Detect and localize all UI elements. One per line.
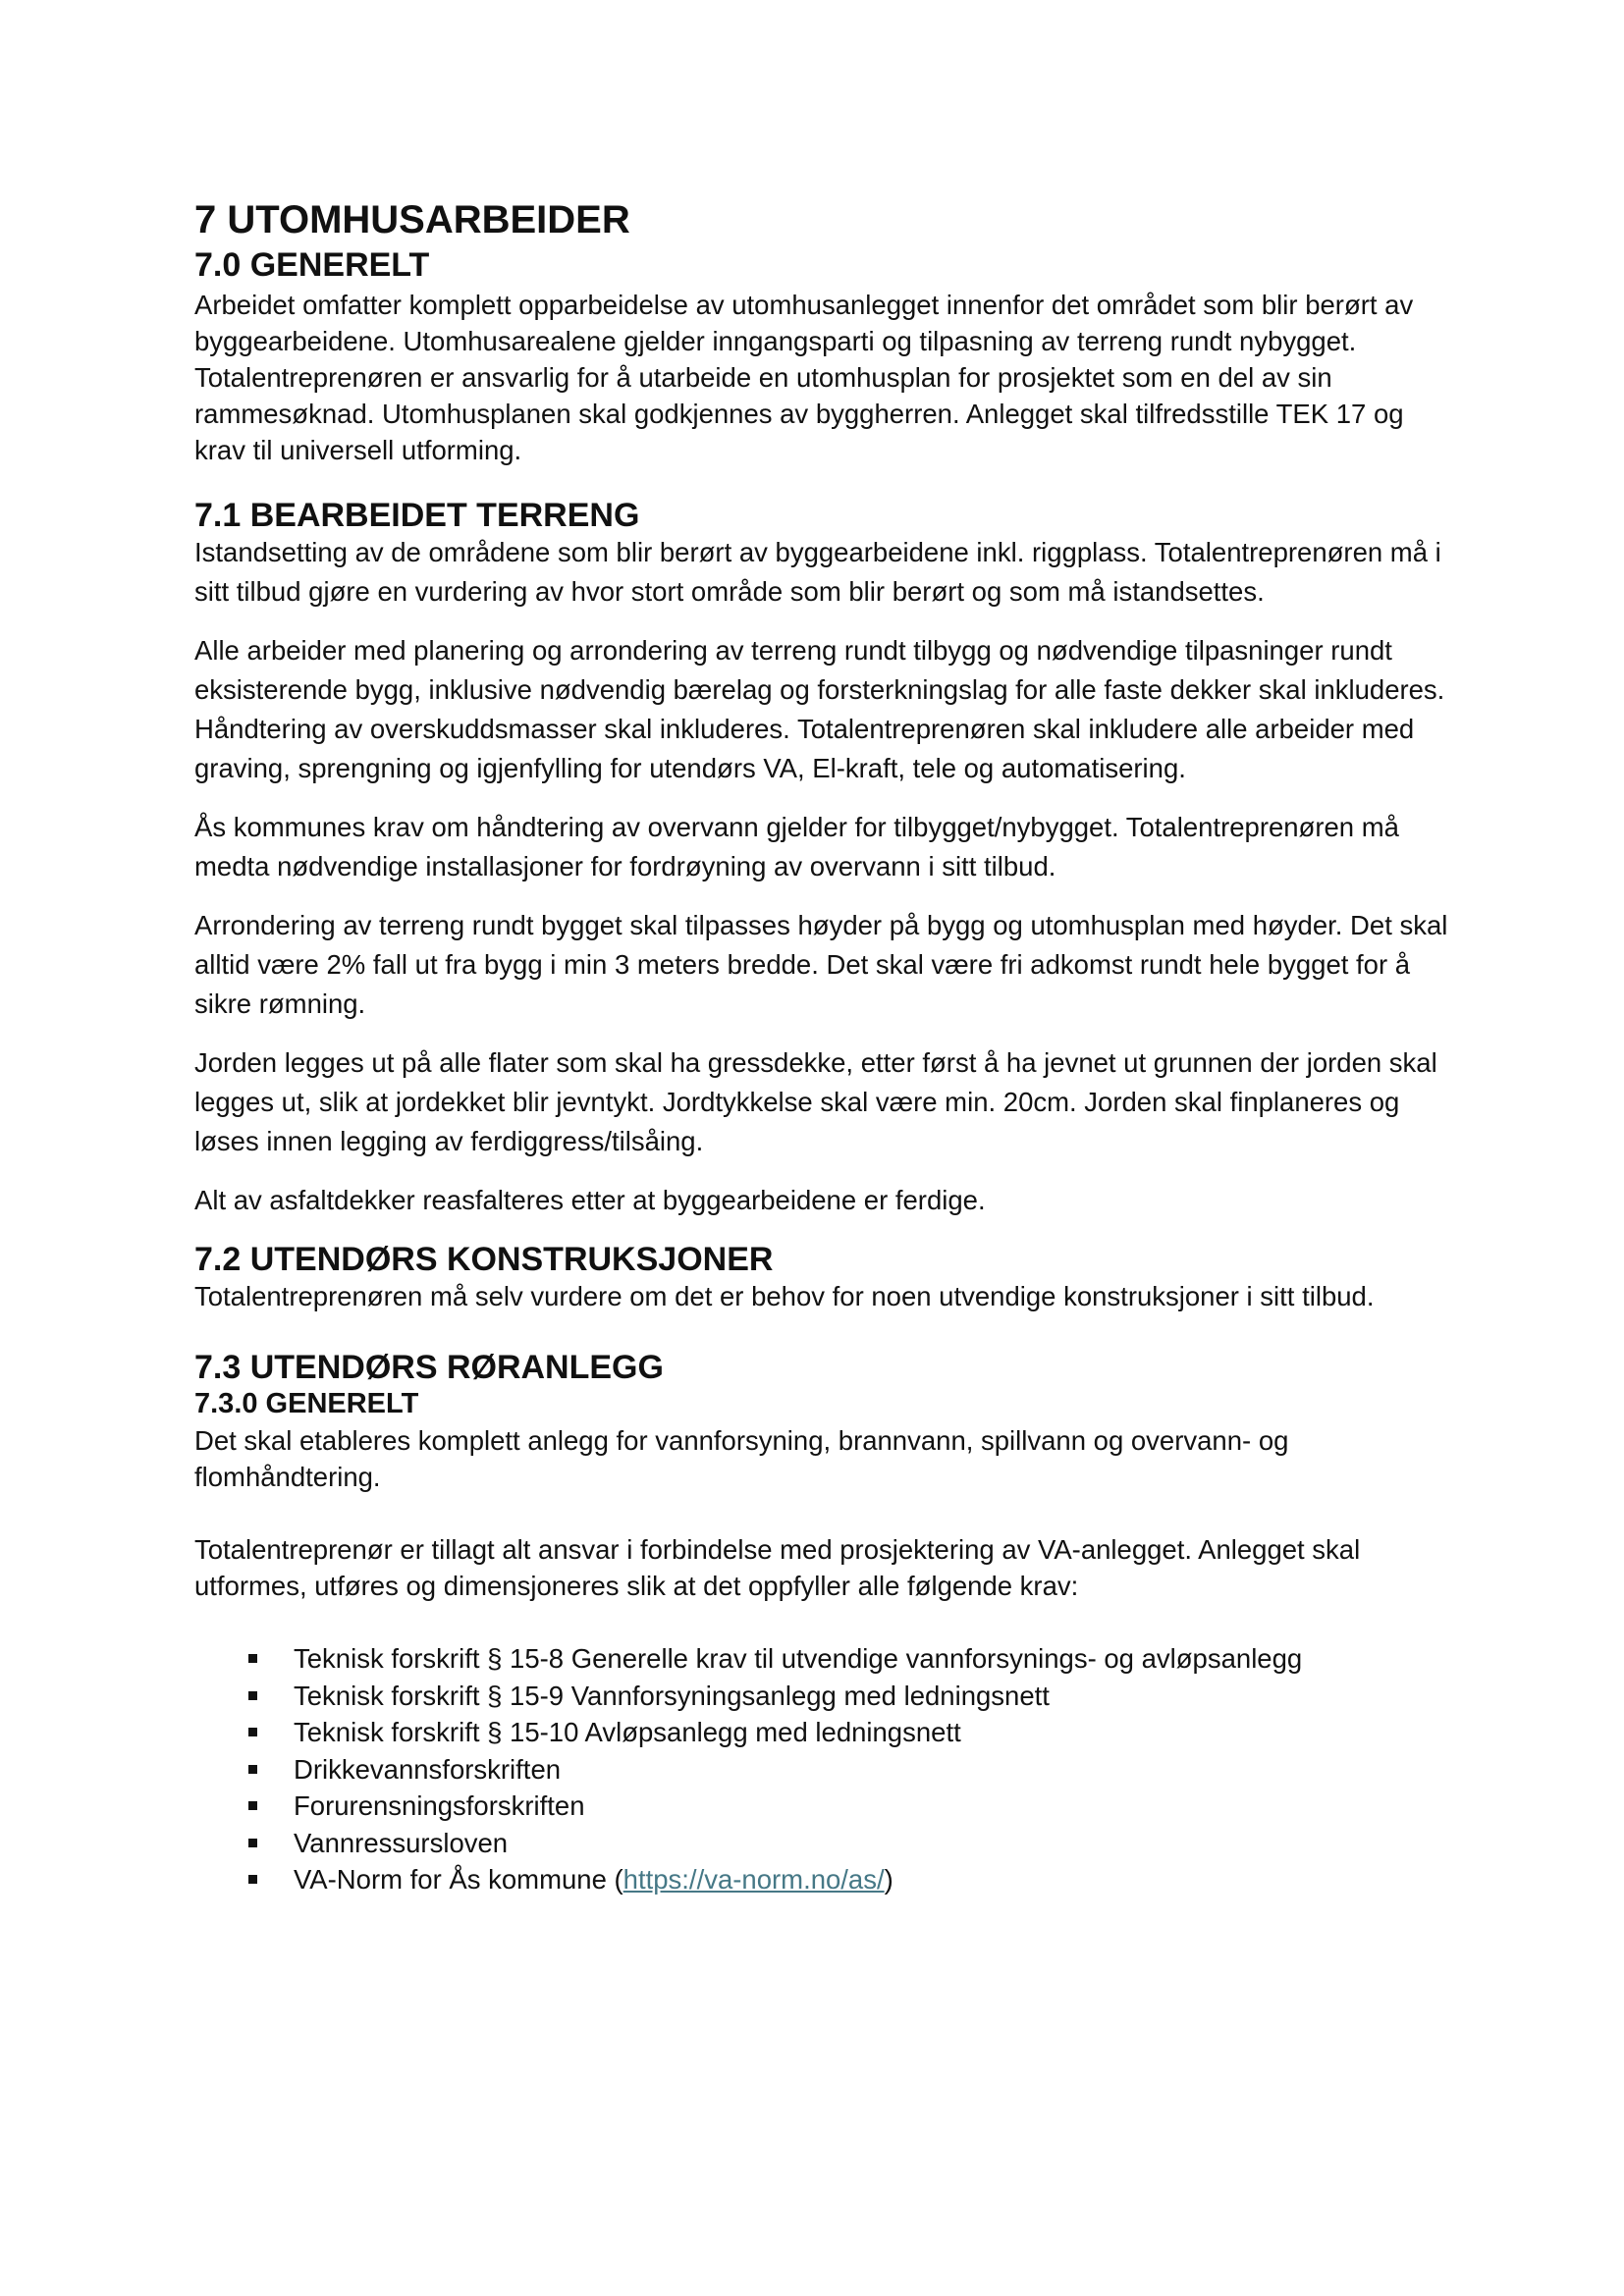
list-item: Teknisk forskrift § 15-9 Vannforsyningsanlegg med ledningsnett — [194, 1678, 1456, 1715]
section-heading-7-1: 7.1 BEARBEIDET TERRENG — [194, 497, 640, 534]
va-norm-link[interactable]: https://va-norm.no/as/ — [623, 1864, 885, 1895]
section-7-2-paragraph: Totalentreprenøren må selv vurdere om det er behov for noen utvendige konstruksjoner i sitt tilbud. — [194, 1281, 1375, 1311]
section-heading-7-0: 7.0 GENERELT — [194, 246, 430, 284]
requirements-list — [194, 1640, 1456, 1898]
section-7-2 — [194, 1238, 1456, 1316]
list-item: Forurensningsforskriften — [194, 1788, 1456, 1825]
paragraph: Arrondering av terreng rundt bygget skal tilpasses høyder på bygg og utomhusplan med høyder. Det skal alltid være 2% fall ut fra bygg i min 3 meters bredde. Det skal være fri adkomst rundt hele bygget for å sikre rømning. — [194, 910, 1448, 1019]
list-item: Teknisk forskrift § 15-10 Avløpsanlegg med ledningsnett — [194, 1714, 1456, 1751]
blank-line — [194, 1604, 1456, 1640]
list-item: Teknisk forskrift § 15-8 Generelle krav til utvendige vannforsynings- og avløpsanlegg — [194, 1640, 1456, 1678]
list-item: Drikkevannsforskriften — [194, 1751, 1456, 1789]
subsection-heading-7-3-0: 7.3.0 GENERELT — [194, 1388, 419, 1419]
document-page — [194, 192, 1456, 1898]
section-heading-7-3: 7.3 UTENDØRS RØRANLEGG — [194, 1349, 664, 1386]
section-heading-7-2: 7.2 UTENDØRS KONSTRUKSJONER — [194, 1241, 774, 1278]
list-item-va-norm — [194, 1861, 1456, 1898]
section-7-0 — [194, 243, 1456, 468]
paragraph: Istandsetting av de områdene som blir berørt av byggearbeidene inkl. riggplass. Totalentreprenøren må i sitt tilbud gjøre en vurdering av hvor stort område som blir berørt og som må istandsettes. — [194, 537, 1441, 607]
section-7-1 — [194, 494, 1456, 1220]
paragraph: Ås kommunes krav om håndtering av overvann gjelder for tilbygget/nybygget. Totalentreprenøren må medta nødvendige installasjoner for fordrøyning av overvann i sitt tilbud. — [194, 812, 1399, 881]
section-7-3-paragraph-1: Det skal etableres komplett anlegg for vannforsyning, brannvann, spillvann og overvann- og flomhåndtering. — [194, 1425, 1289, 1492]
paragraph: Alle arbeider med planering og arrondering av terreng rundt tilbygg og nødvendige tilpasninger rundt eksisterende bygg, inklusive nødvendig bærelag og forsterkningslag for alle faste dekker skal inkluderes. Håndtering av overskuddsmasser skal inkluderes. Totalentreprenøren skal inkludere alle arbeider med graving, sprengning og igjenfylling for utendørs VA, El-kraft, tele og automatisering. — [194, 635, 1445, 783]
list-item-suffix: ) — [884, 1864, 893, 1895]
section-7-3-paragraph-2: Totalentreprenør er tillagt alt ansvar i forbindelse med prosjektering av VA-anlegget. Anlegget skal utformes, utføres og dimensjoneres slik at det oppfyller alle følgende krav: — [194, 1534, 1361, 1601]
chapter-title: 7 UTOMHUSARBEIDER — [194, 198, 630, 241]
list-item: Vannressursloven — [194, 1825, 1456, 1862]
list-item-prefix: VA-Norm for Ås kommune ( — [294, 1864, 623, 1895]
section-7-0-paragraph: Arbeidet omfatter komplett opparbeidelse av utomhusanlegget innenfor det området som blir berørt av byggearbeidene. Utomhusarealene gjelder inngangsparti og tilpasning av terreng rundt nybygget. Totalentreprenøren er ansvarlig for å utarbeide en utomhusplan for prosjektet som en del av sin rammesøknad. Utomhusplanen skal godkjennes av byggherren. Anlegget skal tilfredsstille TEK 17 og krav til universell utforming. — [194, 290, 1414, 465]
paragraph: Alt av asfaltdekker reasfalteres etter at byggearbeidene er ferdige. — [194, 1185, 986, 1215]
section-7-3 — [194, 1346, 1456, 1898]
blank-line — [194, 1495, 1456, 1531]
paragraph: Jorden legges ut på alle flater som skal ha gressdekke, etter først å ha jevnet ut grunnen der jorden skal legges ut, slik at jordekket blir jevntykt. Jordtykkelse skal være min. 20cm. Jorden skal finplaneres og løses innen legging av ferdiggress/tilsåing. — [194, 1047, 1437, 1156]
